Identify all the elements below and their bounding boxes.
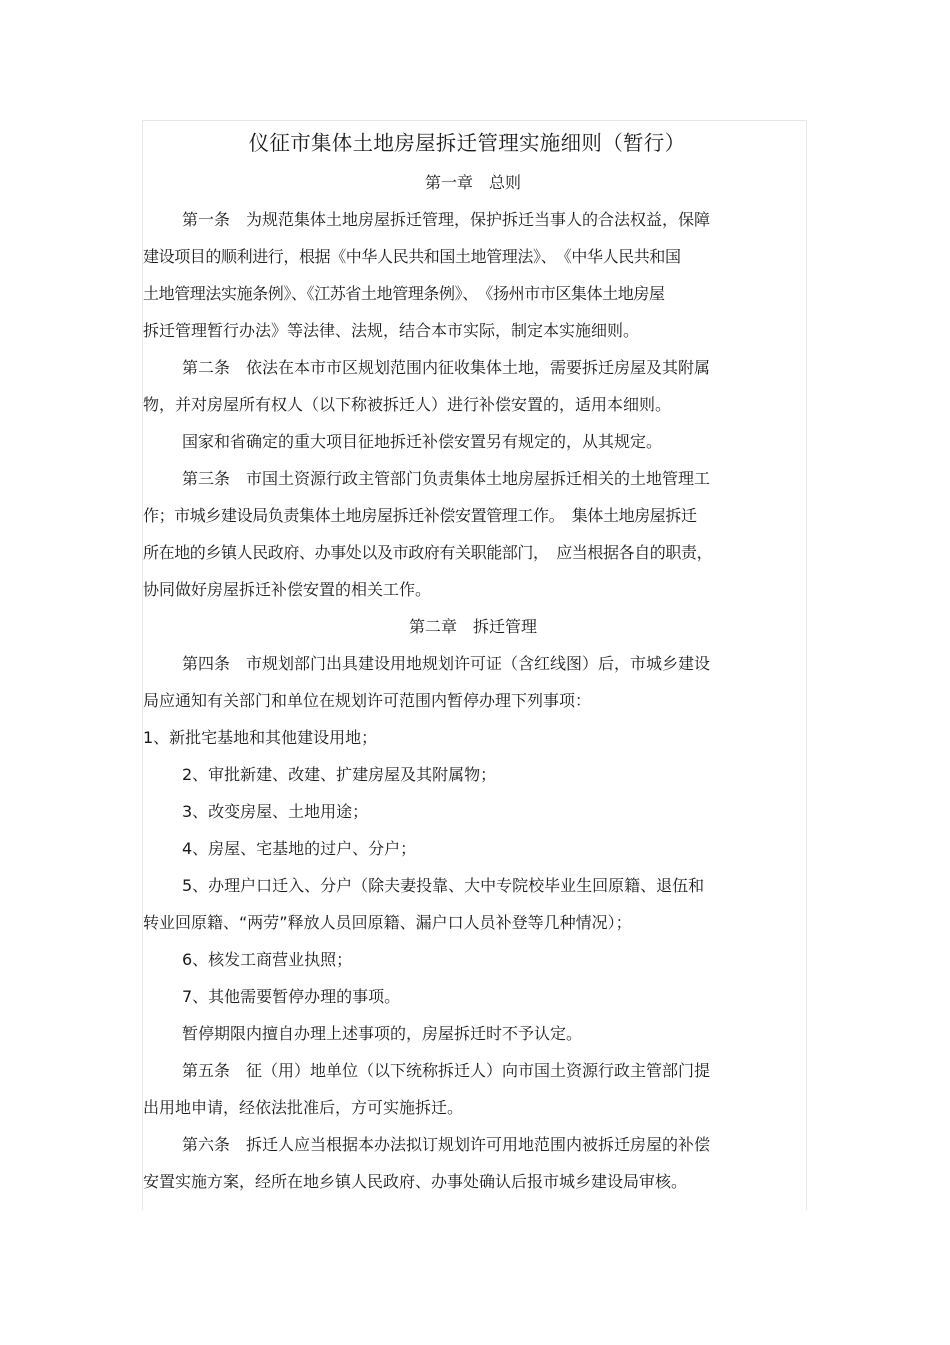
article-line: 第一条 为规范集体土地房屋拆迁管理，保护拆迁当事人的合法权益，保障 [182, 210, 711, 229]
article-line: 建设项目的顺利进行，根据《中华人民共和国土地管理法》、 《中华人民共和国 [143, 247, 681, 266]
article-line: 土地管理法实施条例》、《江苏省土地管理条例》、 《扬州市市区集体土地房屋 [143, 284, 665, 303]
article-line: 第二条 依法在本市市区规划范围内征收集体土地，需要拆迁房屋及其附属 [182, 358, 711, 377]
article-3 [143, 460, 803, 608]
list-item: 1、新批宅基地和其他建设用地； [143, 728, 378, 747]
list-item: 转业回原籍、“两劳”释放人员回原籍、漏户口人员补登等几种情况）； [143, 913, 632, 932]
article-line: 第六条 拆迁人应当根据本办法拟订规划许可用地范围内被拆迁房屋的补偿 [182, 1135, 711, 1154]
article-6 [143, 1126, 803, 1200]
article-line: 作；市城乡建设局负责集体土地房屋拆迁补偿安置管理工作。 集体土地房屋拆迁 [143, 506, 697, 525]
article-line: 第四条 市规划部门出具建设用地规划许可证（含红线图）后，市城乡建设 [182, 654, 711, 673]
article-line: 拆迁管理暂行办法》等法律、法规，结合本市实际，制定本实施细则。 [143, 321, 640, 340]
article-line: 协同做好房屋拆迁补偿安置的相关工作。 [143, 580, 432, 599]
article-1 [143, 201, 803, 349]
suspended-items-list [143, 719, 803, 1015]
article-4 [143, 645, 803, 719]
article-line: 出用地申请，经依法批准后，方可实施拆迁。 [143, 1098, 464, 1117]
article-line: 第三条 市国土资源行政主管部门负责集体土地房屋拆迁相关的土地管理工 [182, 469, 711, 488]
list-item: 6、核发工商营业执照； [182, 950, 353, 969]
article-line: 国家和省确定的重大项目征地拆迁补偿安置另有规定的，从其规定。 [182, 432, 663, 451]
article-line: 局应通知有关部门和单位在规划许可范围内暂停办理下列事项： [143, 691, 592, 710]
document-body [143, 128, 803, 1200]
suspension-note: 暂停期限内擅自办理上述事项的，房屋拆迁时不予认定。 [182, 1024, 583, 1043]
article-line: 第五条 征（用）地单位（以下统称拆迁人）向市国土资源行政主管部门提 [182, 1061, 711, 1080]
article-5 [143, 1052, 803, 1126]
document-title: 仪征市集体土地房屋拆迁管理实施细则（暂行） [248, 131, 686, 155]
article-line: 物，并对房屋所有权人（以下称被拆迁人）进行补偿安置的，适用本细则。 [143, 395, 672, 414]
article-line: 所在地的乡镇人民政府、办事处以及市政府有关职能部门， 应当根据各自的职责， [143, 543, 713, 562]
list-item: 4、房屋、宅基地的过户、分户； [182, 839, 417, 858]
list-item: 2、审批新建、改建、扩建房屋及其附属物； [182, 765, 497, 784]
list-item: 3、改变房屋、土地用途； [182, 802, 369, 821]
chapter-heading-2: 第二章 拆迁管理 [408, 617, 537, 636]
article-2 [143, 349, 803, 460]
chapter-heading-1: 第一章 总则 [424, 173, 521, 192]
article-line: 安置实施方案，经所在地乡镇人民政府、办事处确认后报市城乡建设局审核。 [143, 1172, 688, 1191]
list-item: 5、办理户口迁入、分户（除夫妻投靠、大中专院校毕业生回原籍、退伍和 [182, 876, 705, 895]
list-item: 7、其他需要暂停办理的事项。 [182, 987, 401, 1006]
